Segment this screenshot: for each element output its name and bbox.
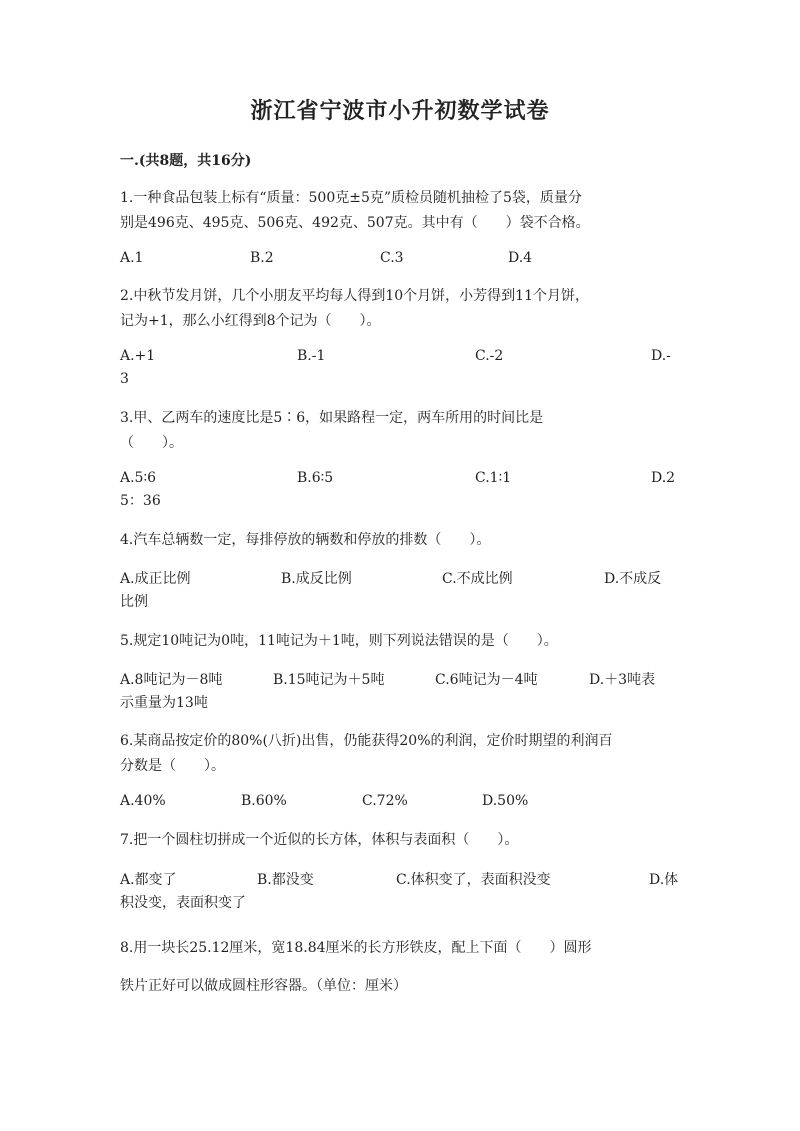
question-6 xyxy=(120,729,680,779)
option-b[interactable]: B.60% xyxy=(241,793,287,809)
option-c[interactable]: C.3 xyxy=(380,250,404,266)
option-b[interactable]: B.2 xyxy=(250,250,274,266)
exam-title: 浙江省宁波市小升初数学试卷 xyxy=(250,98,550,124)
option-d[interactable]: D.2 xyxy=(651,470,676,486)
question-line: 5.规定10吨记为0吨，11吨记为＋1吨，则下列说法错误的是（ ）。 xyxy=(120,633,558,649)
options-4 xyxy=(120,567,680,592)
question-line: 8.用一块长25.12厘米，宽18.84厘米的长方形铁皮，配上下面（ ）圆形 xyxy=(120,940,592,956)
question-line: 7.把一个圆柱切拼成一个近似的长方体，体积与表面积（ ）。 xyxy=(120,832,519,848)
option-d[interactable]: D.不成反 xyxy=(604,571,662,587)
option-b[interactable]: B.15吨记为＋5吨 xyxy=(273,672,385,688)
option-a[interactable]: A.1 xyxy=(120,250,144,266)
option-d[interactable]: D.＋3吨表 xyxy=(589,672,656,688)
question-5 xyxy=(120,629,680,654)
question-3 xyxy=(120,406,680,456)
option-d[interactable]: D.- xyxy=(651,348,671,364)
options-6 xyxy=(120,789,680,814)
option-a[interactable]: A.成正比例 xyxy=(120,571,191,587)
option-a[interactable]: A.都变了 xyxy=(120,872,177,888)
question-line: 6.某商品按定价的80%(八折)出售，仍能获得20%的利润，定价时期望的利润百 xyxy=(120,733,613,749)
option-d-wrap: 积没变，表面积变了 xyxy=(120,895,246,911)
option-c[interactable]: C.体积变了，表面积没变 xyxy=(396,872,551,888)
question-line: 4.汽车总辆数一定，每排停放的辆数和停放的排数（ ）。 xyxy=(120,532,491,548)
options-5 xyxy=(120,668,680,693)
option-a[interactable]: A.5∶6 xyxy=(120,470,157,486)
options-2 xyxy=(120,344,680,369)
section-heading: 一.(共8题，共16分) xyxy=(120,153,252,169)
question-line: （ ）。 xyxy=(120,435,183,451)
option-d[interactable]: D.4 xyxy=(508,250,533,266)
option-b[interactable]: B.-1 xyxy=(297,348,326,364)
question-line: 1.一种食品包装上标有“质量：500克±5克”质检员随机抽检了5袋，质量分 xyxy=(120,190,582,206)
option-d-wrap: 5：36 xyxy=(120,493,161,509)
option-c[interactable]: C.不成比例 xyxy=(442,571,513,587)
option-d-wrap: 示重量为13吨 xyxy=(120,695,208,711)
options-3 xyxy=(120,466,680,491)
question-line: 分数是（ ）。 xyxy=(120,758,225,774)
option-b[interactable]: B.成反比例 xyxy=(281,571,352,587)
option-c[interactable]: C.72% xyxy=(362,793,408,809)
option-d[interactable]: D.50% xyxy=(482,793,529,809)
option-d[interactable]: D.体 xyxy=(649,872,679,888)
option-d-wrap: 比例 xyxy=(120,594,148,610)
option-c[interactable]: C.6吨记为－4吨 xyxy=(435,672,538,688)
option-d-wrap: 3 xyxy=(120,371,129,387)
options-1 xyxy=(120,246,680,271)
question-2 xyxy=(120,284,680,334)
question-line: 别是496克、495克、506克、492克、507克。其中有（ ）袋不合格。 xyxy=(120,215,590,231)
option-a[interactable]: A.40% xyxy=(120,793,166,809)
question-4 xyxy=(120,528,680,553)
option-c[interactable]: C.1∶1 xyxy=(475,470,512,486)
question-line: 3.甲、乙两车的速度比是5∶6，如果路程一定，两车所用的时间比是 xyxy=(120,410,544,426)
options-7 xyxy=(120,868,680,893)
question-line: 记为+1，那么小红得到8个记为（ ）。 xyxy=(120,313,381,329)
option-a[interactable]: A.8吨记为－8吨 xyxy=(120,672,223,688)
question-line: 铁片正好可以做成圆柱形容器。（单位：厘米） xyxy=(120,978,407,994)
question-8 xyxy=(120,929,680,1005)
option-c[interactable]: C.-2 xyxy=(475,348,504,364)
question-1 xyxy=(120,186,680,236)
option-b[interactable]: B.6∶5 xyxy=(297,470,334,486)
option-a[interactable]: A.+1 xyxy=(120,348,156,364)
question-7 xyxy=(120,828,680,853)
option-b[interactable]: B.都没变 xyxy=(257,872,314,888)
question-line: 2.中秋节发月饼，几个小朋友平均每人得到10个月饼，小芳得到11个月饼， xyxy=(120,288,589,304)
